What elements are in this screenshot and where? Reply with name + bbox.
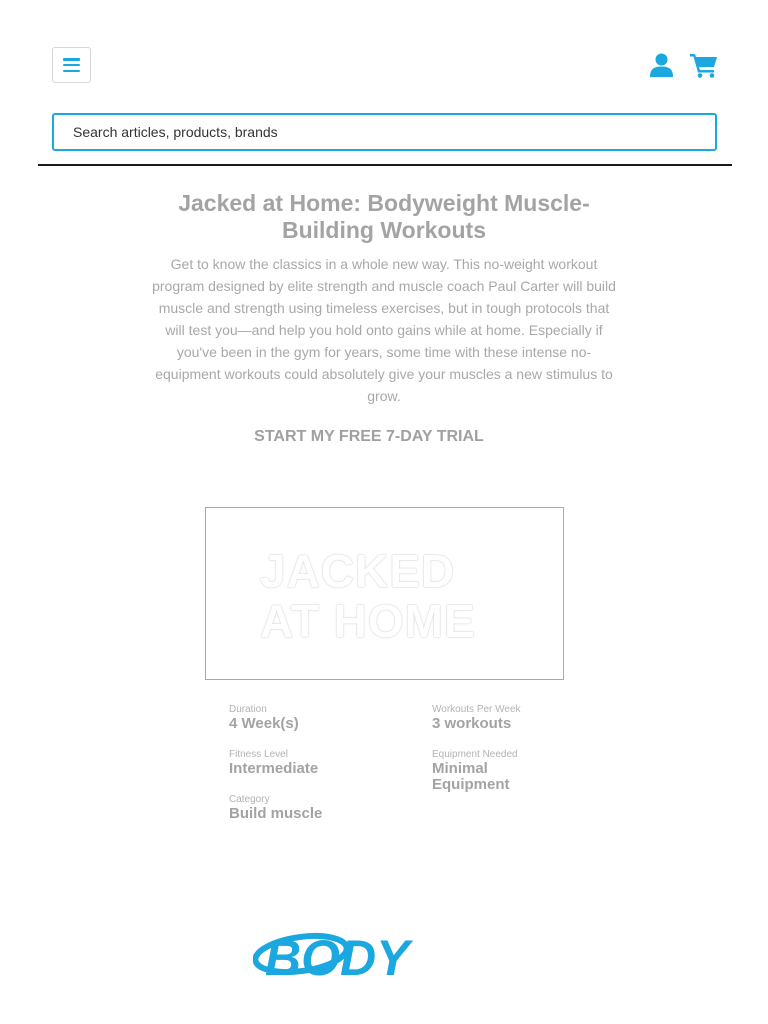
detail-label: Category	[229, 794, 270, 805]
hamburger-icon	[63, 58, 80, 72]
svg-text:BODY: BODY	[265, 930, 410, 980]
detail-label: Workouts Per Week	[432, 704, 521, 715]
bodybuilding-logo[interactable]	[253, 928, 443, 980]
search-bar[interactable]	[52, 113, 717, 151]
detail-category	[229, 794, 322, 822]
search-input[interactable]	[54, 115, 715, 149]
detail-workouts-per-week	[432, 704, 521, 732]
detail-equipment-needed	[432, 749, 542, 793]
user-icon[interactable]	[650, 53, 673, 77]
free-trial-link[interactable]: START MY FREE 7-DAY TRIAL	[254, 428, 484, 445]
detail-label: Fitness Level	[229, 749, 288, 760]
page-title: Jacked at Home: Bodyweight Muscle-Building Workouts	[178, 190, 590, 243]
detail-value: Minimal Equipment	[432, 760, 510, 793]
menu-button[interactable]	[52, 47, 91, 83]
cart-icon[interactable]	[690, 52, 718, 78]
hero-logo-text: JACKED AT HOME	[260, 545, 476, 647]
header-divider	[38, 164, 732, 166]
detail-value: 3 workouts	[432, 715, 512, 732]
detail-fitness-level	[229, 749, 318, 777]
detail-label: Duration	[229, 704, 267, 715]
detail-value: Intermediate	[229, 760, 319, 777]
detail-value: Build muscle	[229, 805, 323, 822]
detail-value: 4 Week(s)	[229, 715, 299, 732]
detail-duration	[229, 704, 299, 732]
program-description: Get to know the classics in a whole new way. This no-weight workout program designed by elite strength and muscle coach Paul Carter will build muscle and strength using timeless exercises, but in tough protocols that will test you—and help you hold onto gains while at home. Especially if you've been in the gym for years, some time with these intense no-equipment workouts could absolutely give your muscles a new stimulus to grow.	[152, 256, 616, 404]
detail-label: Equipment Needed	[432, 749, 518, 760]
program-hero-image	[205, 507, 564, 680]
